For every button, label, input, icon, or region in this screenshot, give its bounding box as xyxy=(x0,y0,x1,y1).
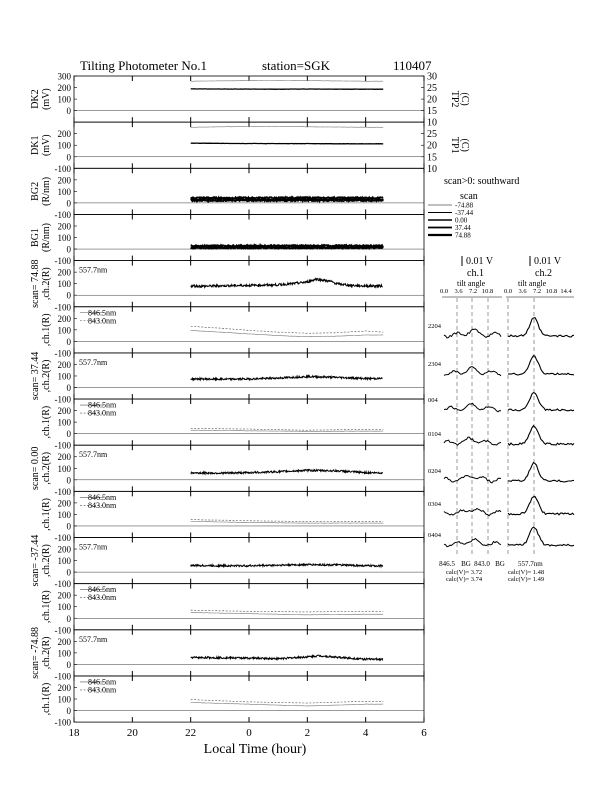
y-tick-label: 100 xyxy=(57,140,71,151)
profile-ch1 xyxy=(444,509,501,516)
y-tick-label: 100 xyxy=(57,509,71,520)
profile-row-label: 004 xyxy=(428,397,438,404)
profile-ch2 xyxy=(508,463,574,482)
tilt-angle-label-ch1: tilt angle xyxy=(457,279,486,288)
tilt-tick-label: 3.6 xyxy=(518,288,527,295)
scan-legend xyxy=(428,202,474,240)
series-line xyxy=(191,200,384,201)
right-tick-label: 30 xyxy=(427,71,437,83)
instrument-title: Tilting Photometer No.1 xyxy=(80,58,208,73)
panel-ylabel: scan= 37.44 xyxy=(30,351,41,401)
y-tick-label: 200 xyxy=(57,129,71,140)
y-tick-label: 0 xyxy=(66,521,71,532)
profile-bottom-label: 843.0 xyxy=(474,560,490,568)
y-tick-label: 200 xyxy=(57,313,71,324)
station-label: station=SGK xyxy=(262,58,331,73)
panel-frame xyxy=(74,584,424,630)
series-line xyxy=(191,520,384,522)
profile-ch2 xyxy=(508,426,574,445)
profile-ch2 xyxy=(508,393,574,411)
panel-frame xyxy=(74,168,424,214)
profile-ch1 xyxy=(444,437,501,445)
y-tick-label: 100 xyxy=(57,463,71,474)
scan-legend-label: -74.88 xyxy=(455,201,474,210)
scan-profiles xyxy=(428,256,574,583)
scale-label-ch1: 0.01 V xyxy=(466,256,494,267)
series-line xyxy=(191,612,384,615)
y-tick-label: 200 xyxy=(57,590,71,601)
legend-label: 846.5nm xyxy=(88,585,117,595)
panel-ylabel-unit: (mV) xyxy=(41,134,52,157)
profile-ch1 xyxy=(444,476,501,483)
scan-direction-note: scan>0: southward xyxy=(444,176,520,187)
tilt-tick-label: 14.4 xyxy=(560,288,572,295)
tilt-angle-label-ch2: tilt angle xyxy=(518,279,547,288)
panel-s1ch2 xyxy=(30,259,424,312)
header xyxy=(80,58,432,73)
right-tick-label: 15 xyxy=(427,106,437,118)
side-panel xyxy=(428,176,574,583)
y-tick-label: 200 xyxy=(57,175,71,186)
calc-ch2-a: calc(V)= 1.48 xyxy=(508,569,545,576)
series-line xyxy=(191,126,384,127)
legend-label: 843.0nm xyxy=(88,316,117,326)
scale-label-ch2: 0.01 V xyxy=(534,256,562,267)
y-tick-label: -100 xyxy=(54,348,71,359)
panel-s5ch1 xyxy=(41,676,424,728)
y-tick-label: 100 xyxy=(57,648,71,659)
y-tick-label: 0 xyxy=(66,198,71,209)
series-line xyxy=(191,89,384,90)
profile-ch2 xyxy=(508,356,574,375)
y-tick-label: 100 xyxy=(57,233,71,244)
panel-ylabel-unit: ,ch.1(R) xyxy=(41,498,52,531)
series-line xyxy=(191,564,383,567)
y-tick-label: 200 xyxy=(57,267,71,278)
tilt-tick-label: 3.6 xyxy=(454,288,463,295)
panel-ylabel-unit: (R/nm) xyxy=(41,223,52,252)
x-tick-label: 18 xyxy=(68,727,80,740)
panel-ylabel: DK2 xyxy=(30,89,41,109)
right-tick-label: 25 xyxy=(427,129,437,141)
panel-frame xyxy=(74,676,424,722)
panel-s5ch2 xyxy=(30,627,424,681)
scan-legend-title: scan xyxy=(460,191,478,202)
profile-row-label: 0404 xyxy=(428,532,441,539)
x-tick-label: 6 xyxy=(421,727,427,740)
profile-row-label: 0304 xyxy=(428,501,441,508)
y-tick-label: 100 xyxy=(57,556,71,567)
x-tick-label: 4 xyxy=(362,727,369,740)
profile-row-label: 0104 xyxy=(428,431,441,438)
panel-ylabel: scan= -74.88 xyxy=(30,627,41,679)
legend-label: 846.5nm xyxy=(88,308,117,318)
y-tick-label: 200 xyxy=(57,452,71,463)
wavelength-annotation: 557.7nm xyxy=(79,265,108,275)
scan-legend-label: 0.00 xyxy=(455,216,468,225)
series-line xyxy=(191,80,384,81)
date-label: 110407 xyxy=(393,58,432,73)
y-tick-label: -100 xyxy=(54,256,71,267)
profile-ch1 xyxy=(444,539,501,547)
profile-ch2 xyxy=(508,318,574,337)
y-tick-label: -100 xyxy=(54,302,71,313)
y-tick-label: 0 xyxy=(66,475,71,486)
panel-ylabel-unit: ,ch.1(R) xyxy=(41,590,52,624)
wavelength-annotation: 557.7nm xyxy=(79,634,108,644)
y-tick-label: 200 xyxy=(57,544,71,555)
profile-bottom-label: 846.5 xyxy=(439,560,455,568)
panel-ylabel: BG2 xyxy=(30,181,41,201)
tilt-tick-label: 10.8 xyxy=(545,288,558,295)
y-tick-label: 0 xyxy=(66,659,71,670)
profile-ch1 xyxy=(444,367,501,376)
right-tick-label: 15 xyxy=(427,152,437,164)
scan-legend-label: 37.44 xyxy=(455,224,471,232)
series-line xyxy=(191,700,384,704)
y-tick-label: 100 xyxy=(57,694,71,705)
series-line xyxy=(191,470,383,475)
y-tick-label: -100 xyxy=(54,394,71,405)
profile-ch2 xyxy=(508,497,574,515)
panel-ylabel-unit: ,ch.2(R) xyxy=(41,267,52,301)
legend-label: 843.0nm xyxy=(88,593,117,603)
y-tick-label: -100 xyxy=(54,486,71,497)
y-tick-label: -100 xyxy=(54,717,71,728)
panel-ylabel-unit: ,ch.2(R) xyxy=(41,544,52,577)
panel-ylabel-unit: ,ch.1(R) xyxy=(41,405,52,439)
calc-ch2-b: calc(V)= 1.49 xyxy=(508,576,545,583)
panel-dk1 xyxy=(30,122,470,175)
legend-label: 846.5nm xyxy=(88,492,117,502)
y-tick-label: 0 xyxy=(66,567,71,578)
legend-label: 846.5nm xyxy=(88,400,117,410)
panel-ylabel: scan= -37.44 xyxy=(30,534,41,587)
series-line xyxy=(191,376,383,380)
profile-ch2 xyxy=(508,527,574,546)
panel-ylabel-unit: ,ch.2(R) xyxy=(41,636,52,670)
profile-row-label: 0204 xyxy=(428,468,441,475)
right-tick-label: 20 xyxy=(427,94,437,106)
y-tick-label: 100 xyxy=(57,279,71,290)
y-tick-label: -100 xyxy=(54,163,71,174)
panel-s1ch1 xyxy=(41,307,424,359)
panel-s2ch2 xyxy=(30,352,424,405)
legend-label: 843.0nm xyxy=(88,500,117,510)
y-tick-label: 0 xyxy=(66,290,71,301)
panel-ylabel-unit: (R/nm) xyxy=(41,176,52,206)
tilt-tick-label: 0.0 xyxy=(439,288,449,295)
right-axis-label: TP1 xyxy=(449,136,460,154)
right-tick-label: 20 xyxy=(427,140,437,152)
y-tick-label: 200 xyxy=(57,498,71,509)
y-tick-label: 200 xyxy=(57,83,71,94)
scan-legend-label: 74.88 xyxy=(455,231,471,240)
profile-ch1 xyxy=(444,403,501,412)
profile-row-label: 2304 xyxy=(428,361,441,368)
panel-ylabel-unit: ,ch.2(R) xyxy=(41,451,52,485)
series-line xyxy=(191,430,384,431)
panel-ylabel: scan= 74.88 xyxy=(30,259,41,308)
y-tick-label: 200 xyxy=(57,682,71,693)
y-tick-label: 200 xyxy=(57,221,71,232)
y-tick-label: 0 xyxy=(66,336,71,347)
y-tick-label: 100 xyxy=(57,186,71,197)
series-line xyxy=(191,655,383,660)
series-line xyxy=(191,521,384,523)
y-tick-label: 200 xyxy=(57,359,71,370)
scan-legend-label: -37.44 xyxy=(455,209,474,217)
panel-dk2 xyxy=(30,72,470,129)
panel-s3ch2 xyxy=(30,445,424,497)
series-line xyxy=(191,428,384,430)
panel-frame xyxy=(74,307,424,353)
panel-ylabel-unit: ,ch.2(R) xyxy=(41,359,52,393)
ch2-title: ch.2 xyxy=(535,268,552,279)
right-tick-label: 25 xyxy=(427,83,437,95)
profile-row-label: 2204 xyxy=(428,323,441,330)
panel-frame xyxy=(74,261,424,307)
right-tick-label: 10 xyxy=(427,163,437,175)
series-line xyxy=(191,330,384,337)
panel-s2ch1 xyxy=(41,399,424,451)
profile-bottom-label: 557.7nm xyxy=(518,560,543,568)
tilt-tick-label: 7.2 xyxy=(532,288,542,295)
x-axis-label: Local Time (hour) xyxy=(203,742,307,757)
y-tick-label: 0 xyxy=(66,429,71,440)
panel-s4ch1 xyxy=(41,584,424,636)
profile-ch1 xyxy=(444,329,501,338)
y-tick-label: 200 xyxy=(57,406,71,417)
panel-bg1 xyxy=(30,214,424,266)
profile-bottom-label: BG xyxy=(461,560,471,568)
panel-frame xyxy=(74,353,424,399)
y-tick-label: 100 xyxy=(57,417,71,428)
time-series-panels xyxy=(30,72,470,728)
y-tick-label: 0 xyxy=(66,244,71,255)
right-tick-label: 10 xyxy=(427,117,437,129)
panel-ylabel-unit: ,ch.1(R) xyxy=(41,682,52,716)
y-tick-label: 100 xyxy=(57,325,71,336)
panel-ylabel-unit: (mV) xyxy=(41,88,52,110)
panel-s4ch2 xyxy=(30,535,424,589)
y-tick-label: 200 xyxy=(57,636,71,647)
calc-ch1-b: calc(V)= 3.74 xyxy=(446,576,483,583)
x-tick-label: 22 xyxy=(185,727,197,740)
legend-label: 843.0nm xyxy=(88,408,117,418)
y-tick-label: 0 xyxy=(66,106,71,117)
panel-frame xyxy=(74,445,424,491)
right-axis-label: TP2 xyxy=(449,90,460,108)
x-axis xyxy=(69,727,428,739)
panel-frame xyxy=(74,76,424,122)
y-tick-label: -100 xyxy=(54,671,71,682)
wavelength-annotation: 557.7nm xyxy=(79,542,108,552)
x-tick-label: 2 xyxy=(304,727,311,740)
y-tick-label: 100 xyxy=(57,371,71,382)
panel-frame xyxy=(74,399,424,445)
y-tick-label: -100 xyxy=(54,625,71,636)
panel-ylabel: BG1 xyxy=(30,228,41,247)
panel-frame xyxy=(74,538,424,584)
y-tick-label: -100 xyxy=(54,209,71,220)
legend-label: 843.0nm xyxy=(88,685,117,695)
y-tick-label: 0 xyxy=(66,706,71,717)
right-axis-unit: (C) xyxy=(459,138,470,152)
right-axis-unit: (C) xyxy=(459,92,470,106)
series-line xyxy=(191,702,384,706)
panel-frame xyxy=(74,214,424,260)
panel-bg2 xyxy=(30,168,424,220)
panel-frame xyxy=(74,630,424,676)
y-tick-label: 0 xyxy=(66,152,71,163)
panel-ylabel: scan= 0.00 xyxy=(30,446,41,490)
series-line xyxy=(191,610,384,612)
y-tick-label: 300 xyxy=(57,71,71,82)
panel-ylabel-unit: ,ch.1(R) xyxy=(41,313,52,347)
panel-s3ch1 xyxy=(41,491,424,543)
panel-frame xyxy=(74,491,424,537)
series-line xyxy=(191,143,384,144)
profile-bottom-label: BG xyxy=(495,560,505,568)
legend-label: 846.5nm xyxy=(88,677,117,687)
y-tick-label: -100 xyxy=(54,533,71,543)
ch1-title: ch.1 xyxy=(467,268,484,279)
panel-frame xyxy=(74,122,424,168)
wavelength-annotation: 557.7nm xyxy=(79,357,108,367)
series-line xyxy=(191,279,383,288)
y-tick-label: -100 xyxy=(54,440,71,451)
y-tick-label: -100 xyxy=(54,579,71,590)
series-line xyxy=(191,248,384,249)
calc-ch1-a: calc(V)= 3.72 xyxy=(446,569,483,576)
y-tick-label: 0 xyxy=(66,383,71,394)
x-tick-label: 0 xyxy=(246,727,252,740)
x-tick-label: 20 xyxy=(126,727,138,740)
y-tick-label: 100 xyxy=(57,94,71,105)
tilt-tick-label: 10.8 xyxy=(481,288,494,295)
tilt-tick-label: 0.0 xyxy=(503,288,513,295)
y-tick-label: 0 xyxy=(66,613,71,624)
y-tick-label: 100 xyxy=(57,602,71,613)
wavelength-annotation: 557.7nm xyxy=(79,450,108,460)
tilt-tick-label: 7.2 xyxy=(468,288,478,295)
panel-ylabel: DK1 xyxy=(30,135,41,155)
